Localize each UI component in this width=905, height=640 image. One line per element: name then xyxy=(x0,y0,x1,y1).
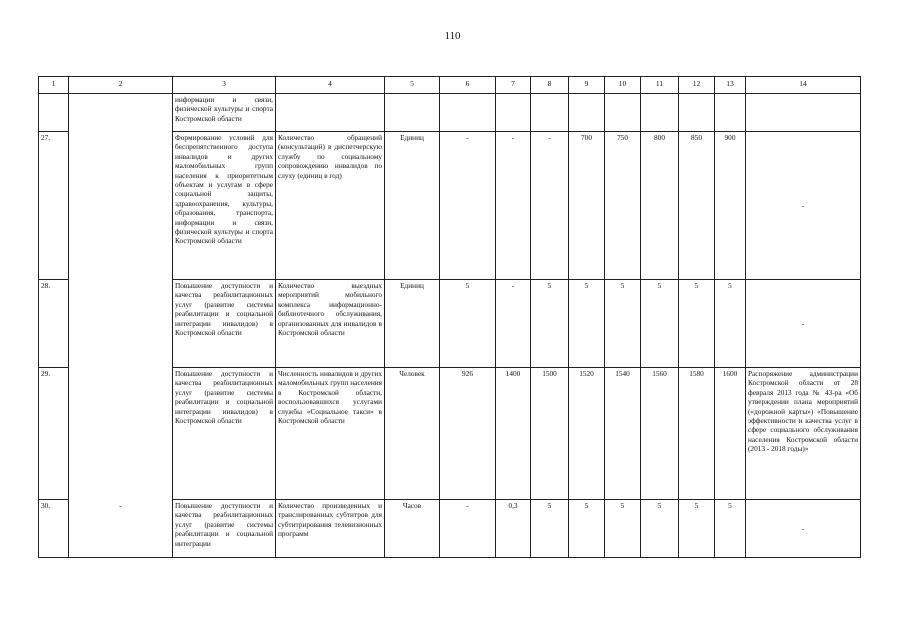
cell-value: 5 xyxy=(641,500,679,558)
cell-col3: Формирование условий для беспрепятственного доступа инвалидов и других маломобильных групп населения к приоритетным объектам и услугам в сфере социальной защиты, здравоохранения, культуры, образования, транспорта, информации и связи, физической культуры и спорта Костромской области xyxy=(173,132,276,280)
cell-value: 5 xyxy=(679,500,715,558)
cell-value: - xyxy=(496,280,531,368)
cell-value: 926 xyxy=(440,368,496,500)
cell-value: 800 xyxy=(641,132,679,280)
cell-value: 900 xyxy=(715,132,746,280)
cell-number: 27. xyxy=(39,132,69,280)
column-header: 9 xyxy=(569,77,605,94)
column-header: 3 xyxy=(173,77,276,94)
cell-value: 1560 xyxy=(641,368,679,500)
page-number: 110 xyxy=(444,30,461,42)
cell-value: 5 xyxy=(605,500,641,558)
cell-number: 30. xyxy=(39,500,69,558)
column-header: 7 xyxy=(496,77,531,94)
cell-value: 1540 xyxy=(605,368,641,500)
column-header: 1 xyxy=(39,77,69,94)
cell-col3: Повышение доступности и качества реабилитационных услуг (развитие системы реабилитации и социальной интеграции инвалидов) в Костромской области xyxy=(173,280,276,368)
cell-col4: Численность инвалидов и других маломобильных групп населения в Костромской области, воспользовавшихся услугами службы «Социальное такси» в Костромской области xyxy=(276,368,385,500)
column-header: 14 xyxy=(746,77,861,94)
cell-col3: Повышение доступности и качества реабилитационных услуг (развитие системы реабилитации и социальной интеграции инвалидов) в Костромской области xyxy=(173,368,276,500)
cell-col3: Повышение доступности и качества реабилитационных услуг (развитие системы реабилитации и социальной интеграции xyxy=(173,500,276,558)
column-number-row xyxy=(39,77,861,94)
column-header: 13 xyxy=(715,77,746,94)
measures-table xyxy=(38,76,861,558)
cell-unit: Часов xyxy=(385,500,440,558)
cell-value: 5 xyxy=(440,280,496,368)
cell-value: - xyxy=(496,132,531,280)
cell-value: - xyxy=(531,132,569,280)
cell-value: 5 xyxy=(715,500,746,558)
cell-value: 850 xyxy=(679,132,715,280)
cell-col14: - xyxy=(746,500,861,558)
column-header: 12 xyxy=(679,77,715,94)
cell-value: 5 xyxy=(569,280,605,368)
cell-col4: Количество выездных мероприятий мобильного комплекса информационно-библиотечного обслуживания, организованных для инвалидов в Костромской области xyxy=(276,280,385,368)
cell-col4: Количество обращений (консультаций) в диспетчерскую службу по социальному сопровождению инвалидов по слуху (единиц в год) xyxy=(276,132,385,280)
cell-value: 1600 xyxy=(715,368,746,500)
cell-unit: Единиц xyxy=(385,132,440,280)
column-header: 8 xyxy=(531,77,569,94)
cell-value: 5 xyxy=(531,500,569,558)
cell-col14: - xyxy=(746,132,861,280)
cell-value: 750 xyxy=(605,132,641,280)
cell-value: 1400 xyxy=(496,368,531,500)
column-header: 10 xyxy=(605,77,641,94)
cell-value: 1500 xyxy=(531,368,569,500)
column-header: 4 xyxy=(276,77,385,94)
cell-unit: Человек xyxy=(385,368,440,500)
cell-value: 0,3 xyxy=(496,500,531,558)
cell-number: 29. xyxy=(39,368,69,500)
cell-value: 1520 xyxy=(569,368,605,500)
cell-number: 28. xyxy=(39,280,69,368)
cell-value: 5 xyxy=(641,280,679,368)
merged-column-2 xyxy=(69,94,173,558)
column-header: 5 xyxy=(385,77,440,94)
cell-value: 5 xyxy=(715,280,746,368)
cell-value: 5 xyxy=(679,280,715,368)
cell-value: 1580 xyxy=(679,368,715,500)
column-header: 11 xyxy=(641,77,679,94)
column-header: 6 xyxy=(440,77,496,94)
cell-value: 5 xyxy=(569,500,605,558)
cell-col14: - xyxy=(746,280,861,368)
cell-col3: информации и связи, физической культуры и спорта Костромской области xyxy=(173,94,276,132)
cell-value: - xyxy=(440,500,496,558)
cell-value: 700 xyxy=(569,132,605,280)
table-row xyxy=(39,94,861,132)
cell-col2: - xyxy=(119,500,122,510)
cell-value: 5 xyxy=(605,280,641,368)
cell-col14: Распоряжение администрации Костромской области от 28 февраля 2013 года № 43-ра «Об утверждении плана мероприятий («дорожной карты») «Повышение эффективности и качества услуг в сфере социального обслуживания населения Костромской области (2013 - 2018 годы)» xyxy=(746,368,861,500)
cell-value: - xyxy=(440,132,496,280)
cell-unit: Единиц xyxy=(385,280,440,368)
cell-col4: Количество произведенных и транслированных субтитров для субтитрирования телевизионных программ xyxy=(276,500,385,558)
column-header: 2 xyxy=(69,77,173,94)
cell-value: 5 xyxy=(531,280,569,368)
